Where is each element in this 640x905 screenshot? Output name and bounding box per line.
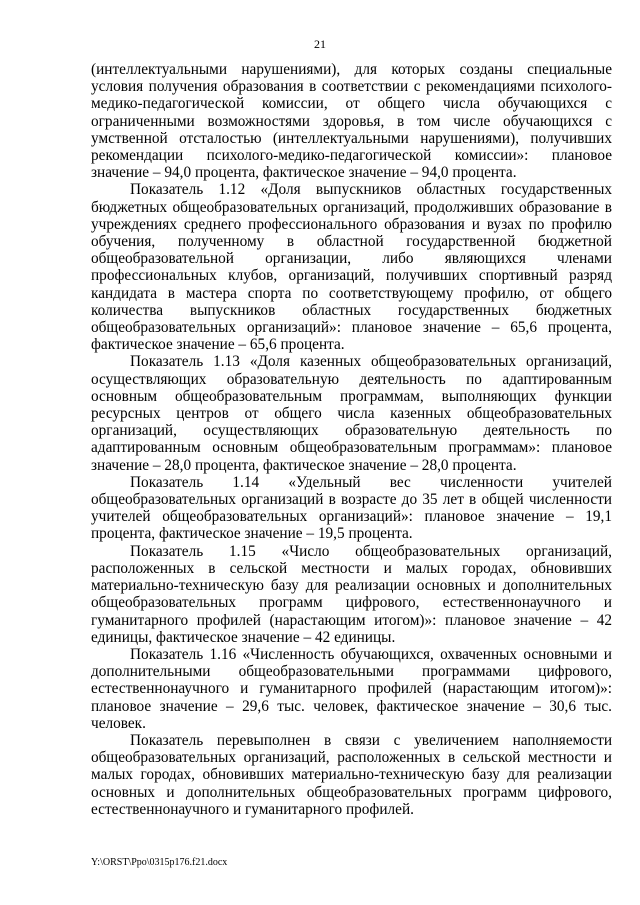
- page-number: 21: [314, 37, 326, 51]
- paragraph-overfulfillment-note: Показатель перевыполнен в связи с увеличением наполняемости общеобразовательных организаций, расположенных в сельской местности и малых городах, обновивших материально-техническую базу для реализации основных и дополнительных общеобразовательных программ цифрового, естественнонаучного и гуманитарного профилей.: [91, 731, 612, 818]
- footer-file-path: Y:\ORST\Ppo\0315p176.f21.docx: [91, 857, 228, 868]
- paragraph-indicator-1-13: Показатель 1.13 «Доля казенных общеобразовательных организаций, осуществляющих образовательную деятельность по адаптированным основным общеобразовательным программам, выполняющих функции ресурсных центров от общего числа казенных общеобразовательных организаций, осуществляющих образовательную деятельность по адаптированным основным общеобразовательным программам»: плановое значение – 28,0 процента, фактическое значение – 28,0 процента.: [91, 353, 612, 474]
- paragraph-indicator-1-16: Показатель 1.16 «Численность обучающихся, охваченных основными и дополнительными общеобразовательными программами цифрового, естественнонаучного и гуманитарного профилей (нарастающим итогом)»: плановое значение – 29,6 тыс. человек, фактическое значение – 30,6 тыс. человек.: [91, 645, 612, 732]
- paragraph-indicator-1-12: Показатель 1.12 «Доля выпускников областных государственных бюджетных общеобразовательных организаций, продолживших образование в учреждениях среднего профессионального образования и вузах по профилю обучения, полученному в областной государственной бюджетной общеобразовательной организации, либо являющихся членами профессиональных клубов, организаций, получивших спортивный разряд кандидата в мастера спорта по соответствующему профилю, от общего количества выпускников областных государственных бюджетных общеобразовательных организаций»: плановое значение – 65,6 процента, фактическое значение – 65,6 процента.: [91, 181, 612, 354]
- paragraph-indicator-1-15: Показатель 1.15 «Число общеобразовательных организаций, расположенных в сельской местности и малых городах, обновивших материально-техническую базу для реализации основных и дополнительных общеобразовательных программ цифрового, естественнонаучного и гуманитарного профилей (нарастающим итогом)»: плановое значение – 42 единицы, фактическое значение – 42 единицы.: [91, 542, 612, 646]
- paragraph-continuation: (интеллектуальными нарушениями), для которых созданы специальные условия получения образования в соответствии с рекомендациями психолого-медико-педагогической комиссии, от общего числа обучающихся с ограниченными возможностями здоровья, в том числе обучающихся с умственной отсталостью (интеллектуальными нарушениями), получивших рекомендации психолого-медико-педагогической комиссии»: плановое значение – 94,0 процента, фактическое значение – 94,0 процента.: [91, 61, 612, 182]
- paragraph-indicator-1-14: Показатель 1.14 «Удельный вес численности учителей общеобразовательных организаций в возрасте до 35 лет в общей численности учителей общеобразовательных организаций»: плановое значение – 19,1 процента, фактическое значение – 19,5 процента.: [91, 473, 612, 543]
- document-body: [91, 61, 612, 818]
